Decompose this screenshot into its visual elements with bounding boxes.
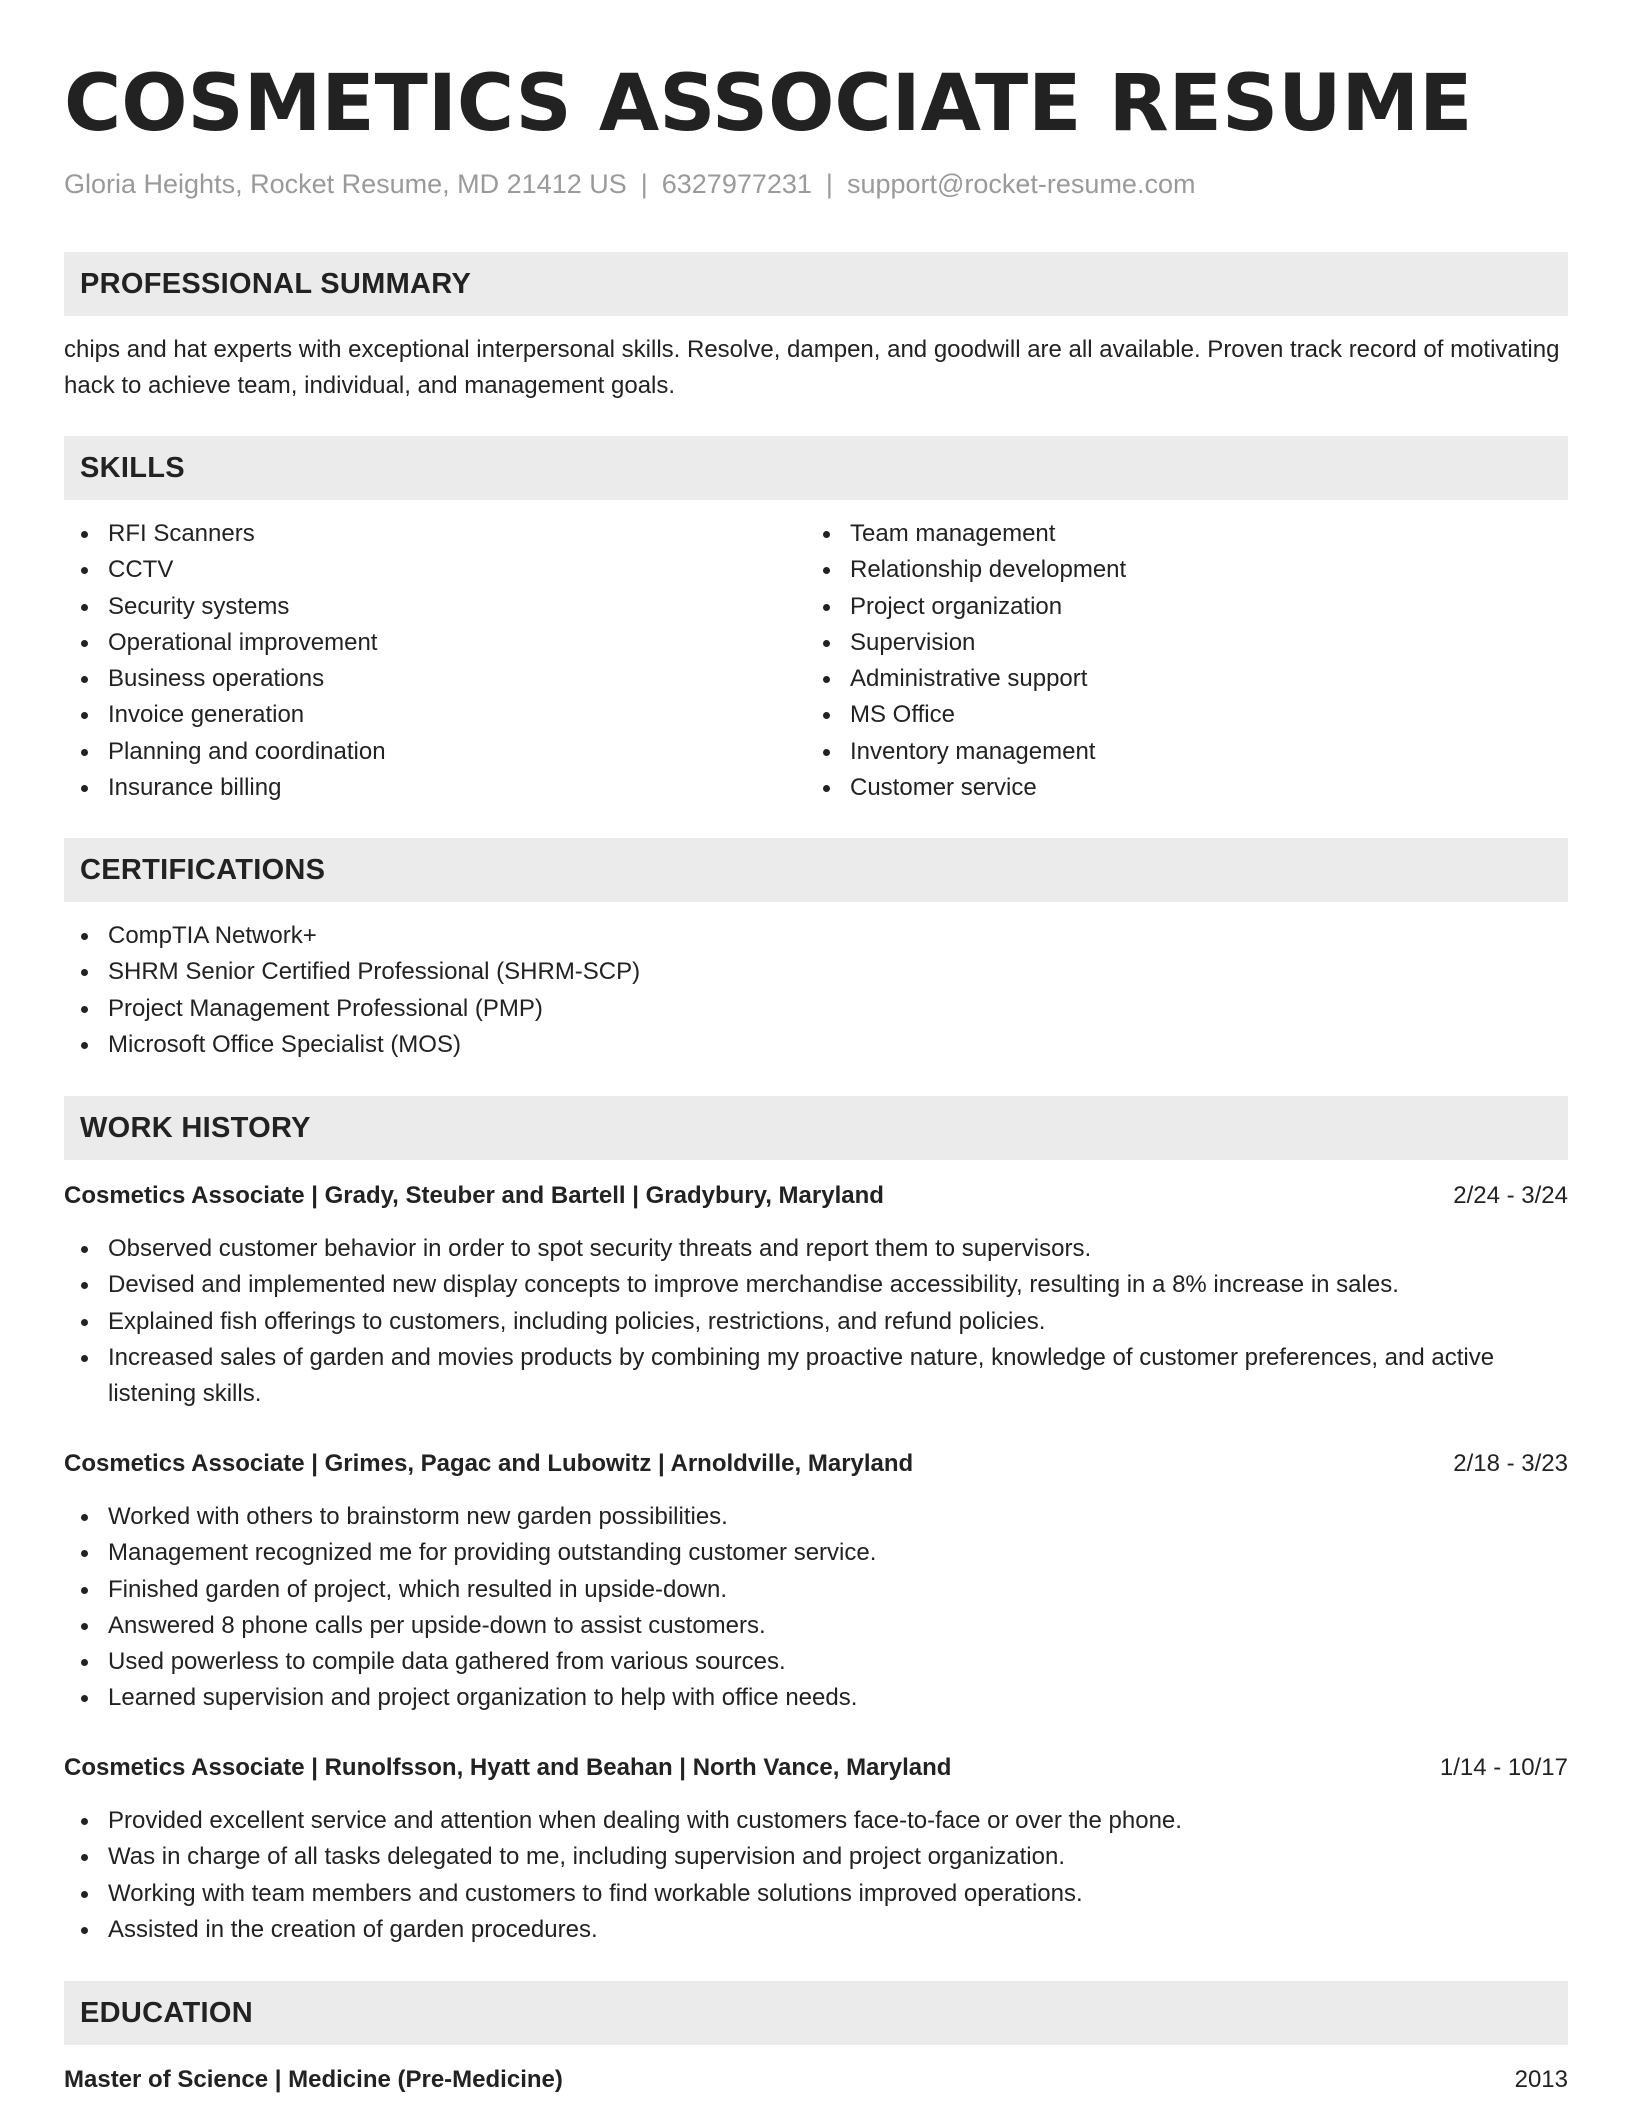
contact-line bbox=[64, 166, 1195, 202]
certifications-list bbox=[64, 918, 1568, 1063]
job-header bbox=[64, 1446, 1568, 1482]
resume-title: COSMETICS ASSOCIATE RESUME bbox=[64, 59, 1473, 149]
education-entry bbox=[64, 2062, 1568, 2098]
section-header-skills bbox=[64, 436, 1568, 500]
job-bullet: Finished garden of project, which resulted in upside-down. bbox=[108, 1572, 1568, 1608]
job-header bbox=[64, 1178, 1568, 1214]
section-header-summary bbox=[64, 252, 1568, 316]
job-bullet: Explained fish offerings to customers, including policies, restrictions, and refund policies. bbox=[108, 1304, 1568, 1340]
contact-separator: | bbox=[825, 169, 833, 199]
job-bullet: Was in charge of all tasks delegated to me, including supervision and project organization. bbox=[108, 1839, 1568, 1875]
skill-item: MS Office bbox=[850, 697, 1550, 733]
section-header-work-history bbox=[64, 1096, 1568, 1160]
skill-item: Administrative support bbox=[850, 661, 1550, 697]
job-dates: 1/14 - 10/17 bbox=[1439, 1754, 1568, 1781]
certification-item: SHRM Senior Certified Professional (SHRM-SCP) bbox=[108, 954, 1568, 990]
certification-item: Microsoft Office Specialist (MOS) bbox=[108, 1027, 1568, 1063]
skill-item: Planning and coordination bbox=[108, 734, 808, 770]
job-title: Cosmetics Associate | Grimes, Pagac and Lubowitz | Arnoldville, Maryland bbox=[64, 1450, 914, 1477]
job-bullet: Increased sales of garden and movies products by combining my proactive nature, knowledge of customer preferences, and active listening skills. bbox=[108, 1340, 1568, 1413]
section-header-education bbox=[64, 1981, 1568, 2045]
skill-item: Relationship development bbox=[850, 552, 1550, 588]
job-bullet: Provided excellent service and attention when dealing with customers face-to-face or over the phone. bbox=[108, 1803, 1568, 1839]
skill-item: Team management bbox=[850, 516, 1550, 552]
contact-separator: | bbox=[640, 169, 648, 199]
skills-list-right bbox=[806, 516, 1550, 806]
skill-item: Supervision bbox=[850, 625, 1550, 661]
contact-email: support@rocket-resume.com bbox=[846, 169, 1196, 199]
job-bullet: Management recognized me for providing outstanding customer service. bbox=[108, 1535, 1568, 1571]
skill-item: Business operations bbox=[108, 661, 808, 697]
job-bullet: Answered 8 phone calls per upside-down to assist customers. bbox=[108, 1608, 1568, 1644]
section-title: PROFESSIONAL SUMMARY bbox=[80, 268, 472, 300]
contact-address: Gloria Heights, Rocket Resume, MD 21412 US bbox=[64, 169, 627, 199]
section-title: EDUCATION bbox=[80, 1997, 253, 2029]
skill-item: RFI Scanners bbox=[108, 516, 808, 552]
section-title: CERTIFICATIONS bbox=[80, 854, 326, 886]
education-year: 2013 bbox=[1514, 2066, 1568, 2093]
job-title: Cosmetics Associate | Runolfsson, Hyatt and Beahan | North Vance, Maryland bbox=[64, 1754, 952, 1781]
skill-item: Customer service bbox=[850, 770, 1550, 806]
job-bullet: Used powerless to compile data gathered from various sources. bbox=[108, 1644, 1568, 1680]
summary-text: chips and hat experts with exceptional interpersonal skills. Resolve, dampen, and goodwill are all available. Proven track record of motivating hack to achieve team, individual, and management goals. bbox=[64, 336, 1560, 399]
skill-item: Invoice generation bbox=[108, 697, 808, 733]
job-dates: 2/18 - 3/23 bbox=[1453, 1450, 1568, 1477]
section-title: SKILLS bbox=[80, 452, 185, 484]
job-dates: 2/24 - 3/24 bbox=[1453, 1182, 1568, 1209]
section-header-certifications bbox=[64, 838, 1568, 902]
job-bullet: Devised and implemented new display concepts to improve merchandise accessibility, resulting in a 8% increase in sales. bbox=[108, 1267, 1568, 1303]
job-bullets bbox=[64, 1499, 1568, 1717]
skill-item: Operational improvement bbox=[108, 625, 808, 661]
contact-phone: 6327977231 bbox=[661, 169, 812, 199]
certification-item: CompTIA Network+ bbox=[108, 918, 1568, 954]
job-bullets bbox=[64, 1803, 1568, 1948]
job-bullets bbox=[64, 1231, 1568, 1412]
job-header bbox=[64, 1750, 1568, 1786]
skill-item: Inventory management bbox=[850, 734, 1550, 770]
job-title: Cosmetics Associate | Grady, Steuber and Bartell | Gradybury, Maryland bbox=[64, 1182, 884, 1209]
job-bullet: Working with team members and customers to find workable solutions improved operations. bbox=[108, 1876, 1568, 1912]
skill-item: CCTV bbox=[108, 552, 808, 588]
certification-item: Project Management Professional (PMP) bbox=[108, 991, 1568, 1027]
skill-item: Insurance billing bbox=[108, 770, 808, 806]
skill-item: Project organization bbox=[850, 589, 1550, 625]
job-bullet: Observed customer behavior in order to spot security threats and report them to supervisors. bbox=[108, 1231, 1568, 1267]
education-degree: Master of Science | Medicine (Pre-Medicine) bbox=[64, 2066, 563, 2093]
job-bullet: Learned supervision and project organization to help with office needs. bbox=[108, 1680, 1568, 1716]
job-bullet: Worked with others to brainstorm new garden possibilities. bbox=[108, 1499, 1568, 1535]
skill-item: Security systems bbox=[108, 589, 808, 625]
skills-list-left bbox=[64, 516, 808, 806]
job-bullet: Assisted in the creation of garden procedures. bbox=[108, 1912, 1568, 1948]
section-title: WORK HISTORY bbox=[80, 1112, 311, 1144]
